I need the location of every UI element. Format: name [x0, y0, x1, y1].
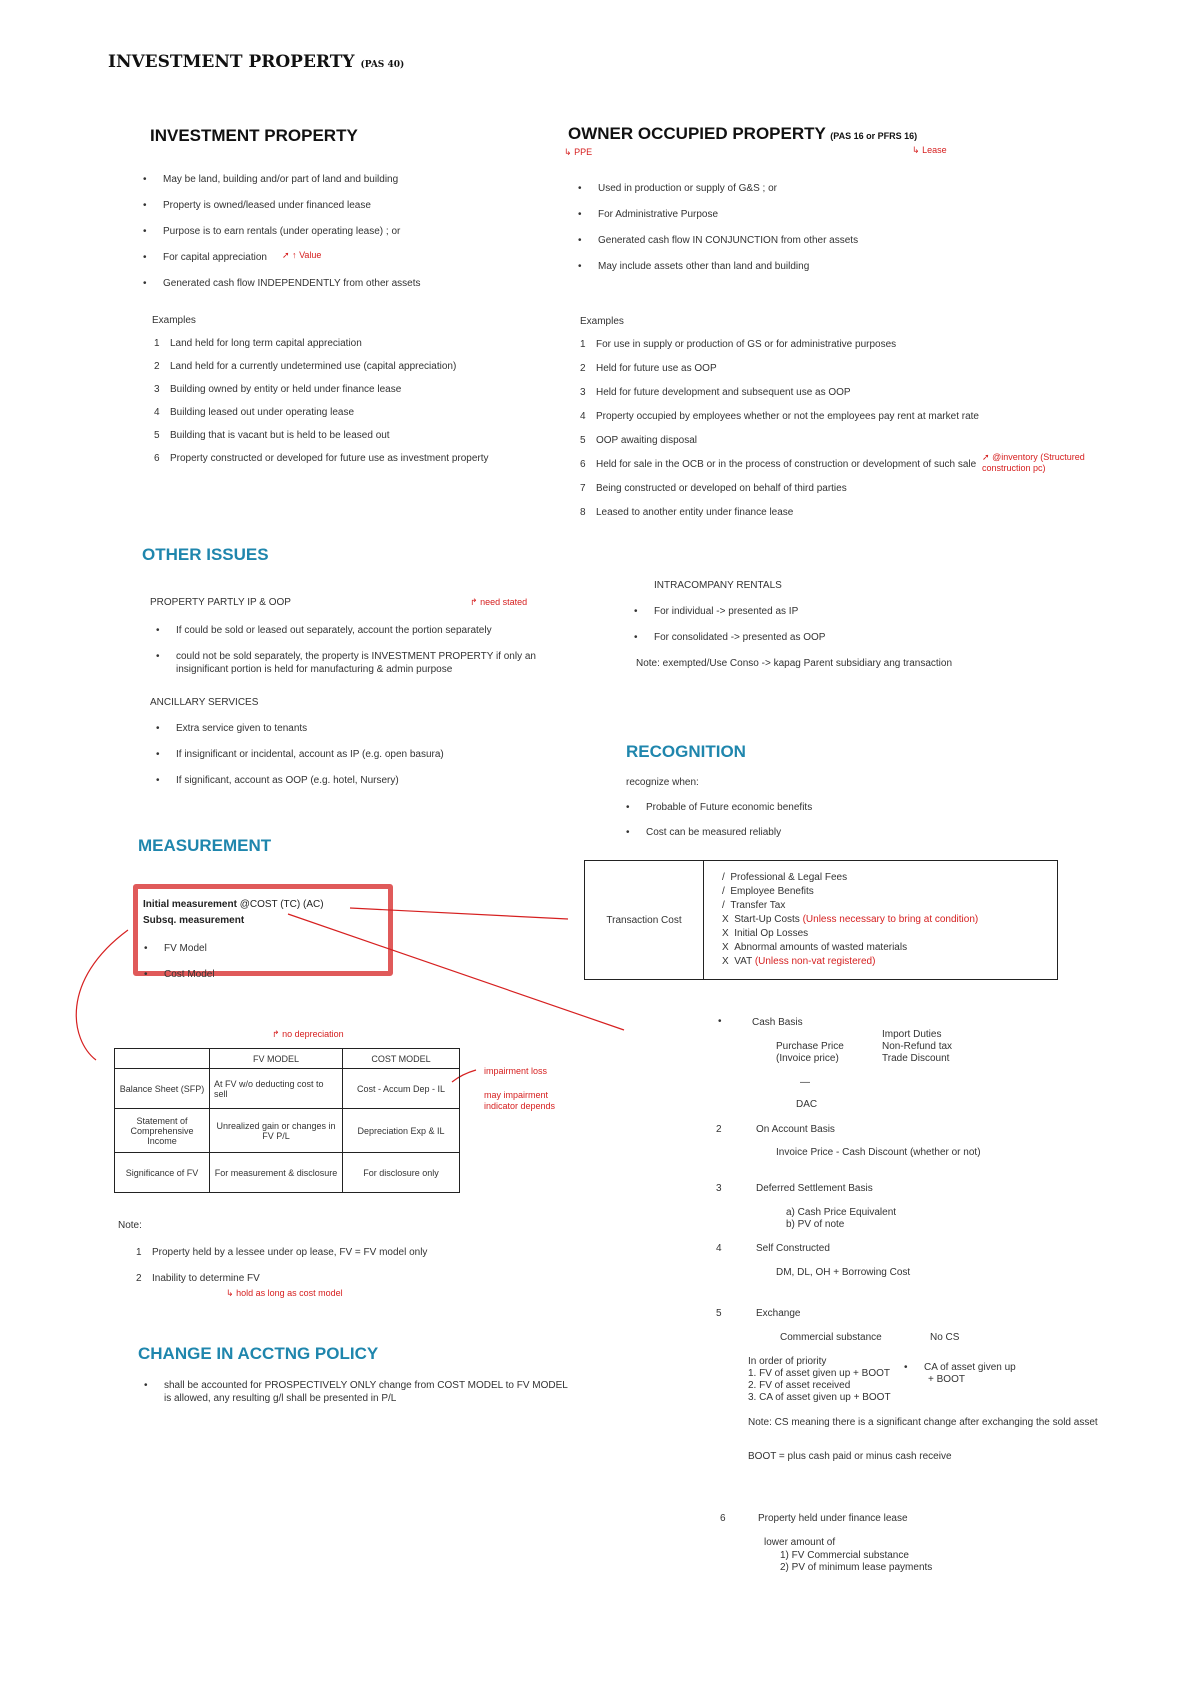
models-cell: For disclosure only — [343, 1153, 460, 1193]
priority-item: 1. FV of asset given up + BOOT — [748, 1368, 891, 1379]
deferred-settlement-title: Deferred Settlement Basis — [756, 1183, 873, 1194]
tc-item: X Start-Up Costs (Unless necessary to bring at condition) — [722, 914, 979, 925]
connector-models — [76, 930, 128, 1060]
oop-examples-label: Examples — [580, 316, 624, 327]
oop-example: 2 Held for future use as OOP — [580, 363, 717, 374]
oop-bullet: • May include assets other than land and building — [598, 260, 809, 273]
models-row-label: Significance of FV — [115, 1153, 210, 1193]
other-issues-heading: OTHER ISSUES — [142, 545, 269, 564]
ip-heading: INVESTMENT PROPERTY — [150, 126, 358, 145]
tc-item: / Professional & Legal Fees — [722, 872, 848, 883]
inventory-note: ➚ @inventory (Structured construction pc) — [982, 452, 1085, 473]
recognition-intro: recognize when: — [626, 777, 699, 788]
ancillary-label: ANCILLARY SERVICES — [150, 697, 259, 708]
tc-item: X Initial Op Losses — [722, 928, 809, 939]
models-row-label: Balance Sheet (SFP) — [115, 1069, 210, 1109]
oop-example: 8 Leased to another entity under finance lease — [580, 507, 794, 518]
arrow-icon: ↳ — [912, 145, 920, 155]
import-duties: Import Duties — [882, 1029, 942, 1040]
intra-item: • For consolidated -> presented as OOP — [654, 631, 825, 644]
oop-heading: OWNER OCCUPIED PROPERTY (PAS 16 or PFRS 16) — [568, 124, 918, 143]
oop-example: 3 Held for future development and subsequent use as OOP — [580, 387, 851, 398]
intra-note: Note: exempted/Use Conso -> kapag Parent subsidiary ang transaction — [636, 658, 953, 669]
tc-item: X Abnormal amounts of wasted materials — [722, 942, 908, 953]
models-header — [115, 1049, 210, 1069]
cash-basis-divider: — — [800, 1077, 810, 1088]
subsequent-measurement: Subsq. measurement — [143, 915, 245, 926]
non-refund-tax: Non-Refund tax — [882, 1041, 953, 1052]
models-cell: Cost - Accum Dep - IL — [343, 1069, 460, 1109]
tc-item: / Transfer Tax — [722, 900, 786, 911]
recognition-heading: RECOGNITION — [626, 742, 746, 761]
ip-example: 4 Building leased out under operating lease — [154, 407, 355, 418]
ip-bullet: • Purpose is to earn rentals (under operating lease) ; or — [163, 225, 400, 238]
invoice-price: (Invoice price) — [776, 1053, 839, 1064]
arrow-icon: ↱ — [470, 597, 478, 607]
intra-item: • For individual -> presented as IP — [654, 605, 798, 618]
ip-example: 3 Building owned by entity or held under finance lease — [154, 384, 402, 395]
partly-label: PROPERTY PARTLY IP & OOP — [150, 597, 291, 608]
arrow-icon: ➚ — [982, 452, 990, 462]
on-account-basis-line: Invoice Price - Cash Discount (whether or not) — [776, 1147, 981, 1158]
cost-basis-number: 6 — [720, 1513, 726, 1524]
connector-tc — [350, 908, 568, 919]
ip-bullet: • Property is owned/leased under financed lease — [163, 199, 371, 212]
tc-item: / Employee Benefits — [722, 886, 814, 897]
finance-lease-line: lower amount of — [764, 1537, 836, 1548]
cost-basis-number: 4 — [716, 1243, 722, 1254]
boot-note: BOOT = plus cash paid or minus cash receive — [748, 1451, 952, 1462]
models-note-label: Note: — [118, 1220, 142, 1231]
arrow-icon: ↳ — [564, 147, 572, 157]
oop-ppe-note: ↳ PPE — [564, 147, 593, 157]
ancillary-item: • If significant, account as OOP (e.g. hotel, Nursery) — [176, 774, 399, 787]
ip-bullet: • Generated cash flow INDEPENDENTLY from other assets — [163, 277, 421, 290]
partly-item: • could not be sold separately, the property is INVESTMENT PROPERTY if only an insignificant portion is held for manufacturing & admin purpose — [176, 650, 586, 676]
need-stated-note: ↱ need stated — [470, 597, 528, 607]
cost-basis-number: 5 — [716, 1308, 722, 1319]
no-cs-item: • CA of asset given up — [924, 1361, 1016, 1374]
deferred-settlement-b: b) PV of note — [786, 1219, 845, 1230]
partly-item: • If could be sold or leased out separately, account the portion separately — [176, 624, 492, 637]
self-constructed-title: Self Constructed — [756, 1243, 830, 1254]
oop-bullet: • Generated cash flow IN CONJUNCTION from other assets — [598, 234, 858, 247]
change-policy-item: • shall be accounted for PROSPECTIVELY ONLY change from COST MODEL to FV MODEL is allowed, any resulting g/l shall be presented in P/L — [164, 1379, 572, 1405]
self-constructed-line: DM, DL, OH + Borrowing Cost — [776, 1267, 911, 1278]
models-cell: At FV w/o deducting cost to sell — [210, 1069, 343, 1109]
finance-lease-title: Property held under finance lease — [758, 1513, 908, 1524]
finance-lease-item: 1) FV Commercial substance — [780, 1550, 909, 1561]
cost-basis-number: 2 — [716, 1124, 722, 1135]
fv-model-header: FV MODEL — [210, 1049, 343, 1069]
no-cs-item: + BOOT — [928, 1374, 965, 1385]
ancillary-item: • Extra service given to tenants — [176, 722, 307, 735]
exchange-note: Note: CS meaning there is a significant change after exchanging the sold asset — [748, 1417, 1098, 1428]
value-note: ➚ ↑ Value — [282, 250, 322, 260]
ip-bullet: • For capital appreciation — [163, 251, 267, 264]
priority-item: 3. CA of asset given up + BOOT — [748, 1392, 891, 1403]
fv-model-option: • FV Model — [164, 942, 207, 955]
intra-label: INTRACOMPANY RENTALS — [654, 580, 782, 591]
change-policy-heading: CHANGE IN ACCTNG POLICY — [138, 1344, 379, 1363]
deferred-settlement-a: a) Cash Price Equivalent — [786, 1207, 897, 1218]
ip-example: 2 Land held for a currently undetermined use (capital appreciation) — [154, 361, 457, 372]
exchange-title: Exchange — [756, 1308, 801, 1319]
ip-bullet: • May be land, building and/or part of land and building — [163, 173, 398, 186]
impairment-loss-note: impairment loss — [484, 1066, 548, 1076]
arrow-icon: ↳ — [226, 1288, 234, 1298]
models-note: 2 Inability to determine FV — [136, 1273, 260, 1284]
models-cell: Depreciation Exp & IL — [343, 1109, 460, 1153]
recognition-item: • Cost can be measured reliably — [646, 826, 781, 839]
cost-basis-number: • — [718, 1016, 722, 1027]
inability-note: ↳ hold as long as cost model — [226, 1288, 343, 1298]
models-cell: For measurement & disclosure — [210, 1153, 343, 1193]
ip-example: 5 Building that is vacant but is held to be leased out — [154, 430, 390, 441]
ip-examples-label: Examples — [152, 315, 196, 326]
no-cs-head: No CS — [930, 1332, 960, 1343]
no-depreciation-note: ↱ no depreciation — [272, 1029, 344, 1039]
cash-basis-title: Cash Basis — [752, 1017, 803, 1028]
oop-example: 1 For use in supply or production of GS or for administrative purposes — [580, 339, 897, 350]
purchase-price: Purchase Price — [776, 1041, 844, 1052]
document-title: INVESTMENT PROPERTY (PAS 40) — [108, 52, 405, 72]
priority-label: In order of priority — [748, 1356, 827, 1367]
transaction-cost-label: Transaction Cost — [585, 861, 704, 980]
ip-example: 6 Property constructed or developed for future use as investment property — [154, 453, 489, 464]
oop-bullet: • For Administrative Purpose — [598, 208, 718, 221]
cost-model-header: COST MODEL — [343, 1049, 460, 1069]
arrow-icon: ➚ ↑ — [282, 250, 297, 260]
cash-basis-total: DAC — [796, 1099, 818, 1110]
oop-example: 7 Being constructed or developed on behalf of third parties — [580, 483, 847, 494]
oop-example: 5 OOP awaiting disposal — [580, 435, 697, 446]
recognition-item: • Probable of Future economic benefits — [646, 801, 812, 814]
ancillary-item: • If insignificant or incidental, account as IP (e.g. open basura) — [176, 748, 444, 761]
models-cell: Unrealized gain or changes in FV P/L — [210, 1109, 343, 1153]
connector-cost — [288, 914, 624, 1030]
on-account-basis-title: On Account Basis — [756, 1124, 835, 1135]
oop-bullet: • Used in production or supply of G&S ; or — [598, 182, 777, 195]
ip-example: 1 Land held for long term capital appreciation — [154, 338, 362, 349]
oop-example: 6 Held for sale in the OCB or in the process of construction or development of such sale — [580, 459, 977, 470]
initial-measurement: Initial measurement @COST (TC) (AC) — [143, 899, 324, 910]
oop-example: 4 Property occupied by employees whether or not the employees pay rent at market rate — [580, 411, 979, 422]
finance-lease-item: 2) PV of minimum lease payments — [780, 1562, 933, 1573]
commercial-substance-head: Commercial substance — [780, 1332, 882, 1343]
cost-basis-number: 3 — [716, 1183, 722, 1194]
models-row-label: Statement of Comprehensive Income — [115, 1109, 210, 1153]
measurement-heading: MEASUREMENT — [138, 836, 272, 855]
impairment-indicator-note: may impairment indicator depends — [484, 1090, 556, 1111]
tc-item: X VAT (Unless non-vat registered) — [722, 956, 876, 967]
models-note: 1 Property held by a lessee under op lease, FV = FV model only — [136, 1247, 428, 1258]
models-comparison-table — [114, 1048, 460, 1193]
trade-discount: Trade Discount — [882, 1053, 950, 1064]
cost-model-option: • Cost Model — [164, 968, 215, 981]
arrow-icon: ↱ — [272, 1029, 280, 1039]
priority-item: 2. FV of asset received — [748, 1380, 851, 1391]
oop-lease-note: ↳ Lease — [912, 145, 947, 155]
